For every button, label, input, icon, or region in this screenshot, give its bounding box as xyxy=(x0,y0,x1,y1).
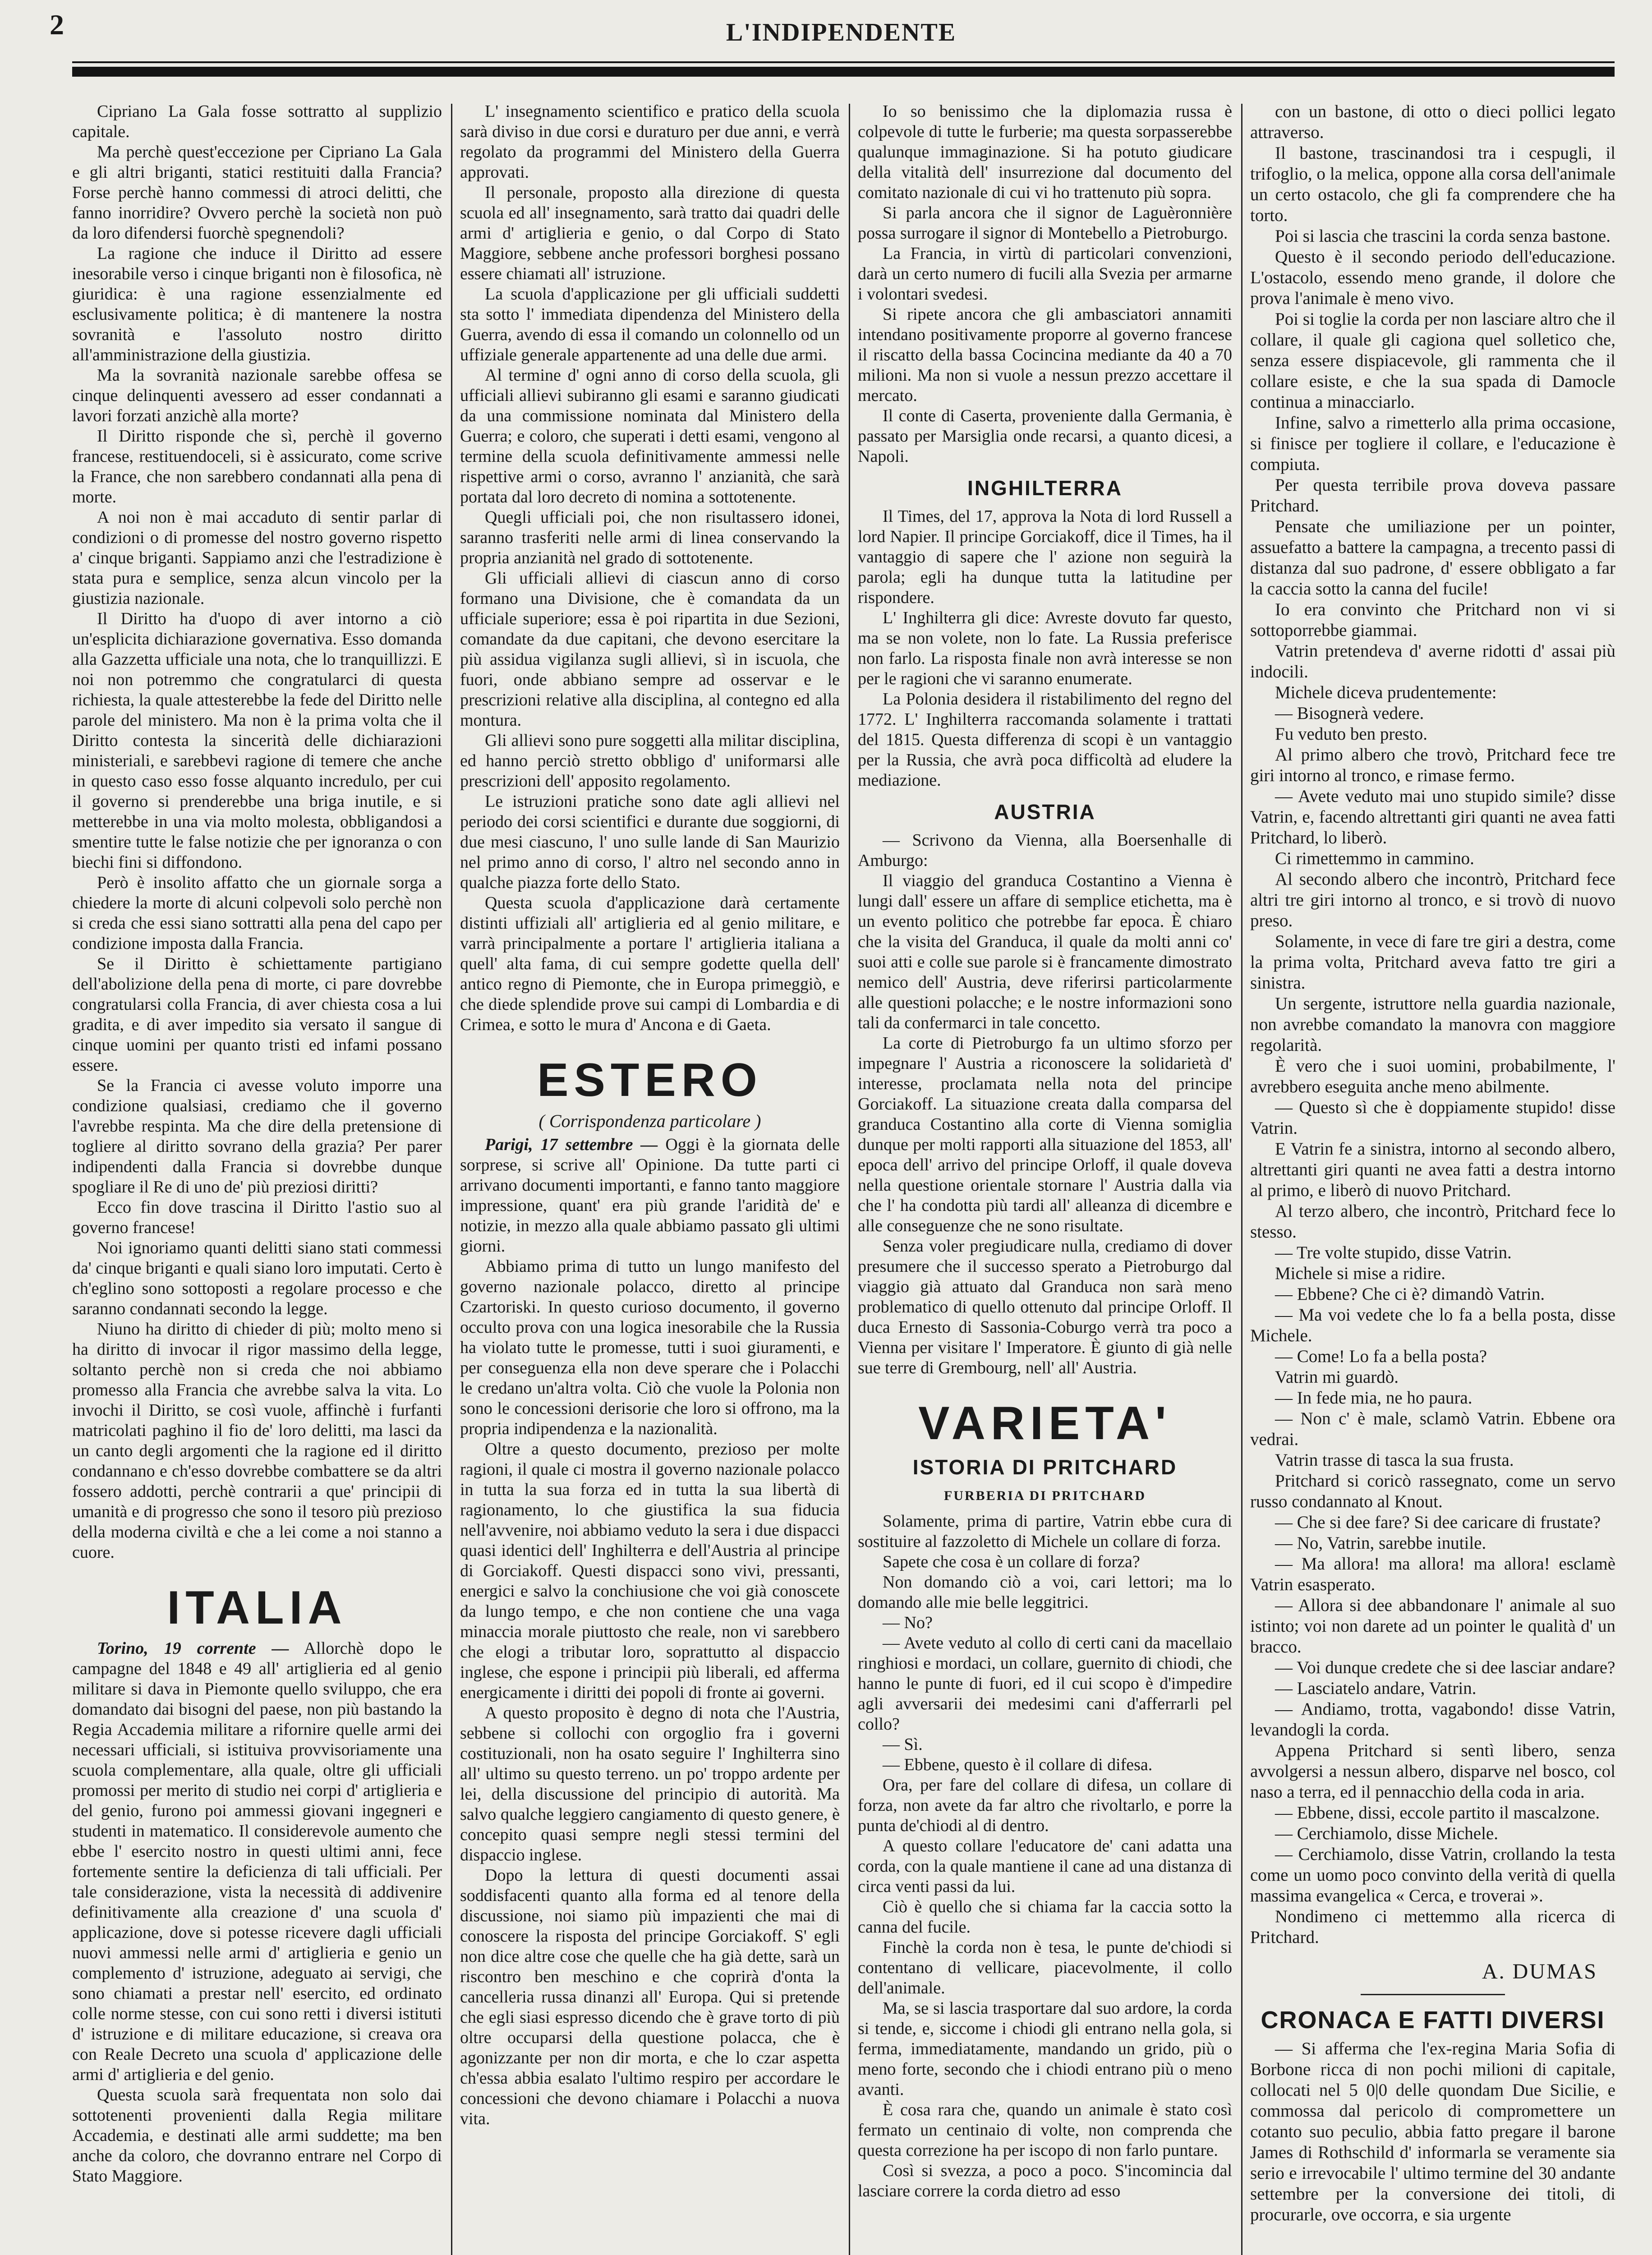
article-paragraph: Ecco fin dove trascina il Diritto l'astio suo al governo francese! xyxy=(72,1198,442,1237)
varieta-paragraph: — No? xyxy=(883,1613,933,1632)
estero-paragraph: Abbiamo prima di tutto un lungo manifesto del governo nazionale polacco, diretto al principe Czartoriski. In questo curioso documento, il governo occulto prova con una logica inesorabile che la Russia ha violato tutte le promesse, tutti i suoi giuramenti, e per conseguenza ella non deve sperare che i Polacchi le credano un'altra volta. Ciò che vuole la Polonia non sono le concessioni derisorie che loro si offrono, ma la propria indipendenza e la nazionalità. xyxy=(460,1257,840,1438)
varieta-paragraph: Solamente, in vece di fare tre giri a destra, come la prima volta, Pritchard aveva fatto tre giri a sinistra. xyxy=(1250,932,1615,993)
newspaper-title: L'INDIPENDENTE xyxy=(726,18,957,46)
varieta-paragraph: — Come! Lo fa a bella posta? xyxy=(1275,1347,1487,1366)
article-paragraph: La scuola d'applicazione per gli ufficiali suddetti sta sotto l' immediata dipendenza del Ministero della Guerra, avendo di essa il comando un colonnello od un uffiziale generale appartenente ad una delle due armi. xyxy=(460,285,840,364)
column-3 xyxy=(858,101,1232,2201)
varieta-paragraph: A questo collare l'educatore de' cani adatta una corda, con la quale mantiene il cane ad una distanza di circa venti passi da lui. xyxy=(858,1836,1232,1896)
article-paragraph: Se il Diritto è schiettamente partigiano dell'abolizione della pena di morte, ci pare dovrebbe congratularsi colla Francia, di aver chiesta cosa a lui gradita, e di aver impedito sia versato il sangue di cinque uomini per quanto tristi ed infami possano essere. xyxy=(72,954,442,1075)
article-paragraph: Il conte di Caserta, proveniente dalla Germania, è passato per Marsiglia onde recarsi, a quanto dicesi, a Napoli. xyxy=(858,406,1232,466)
article-paragraph: L' insegnamento scientifico e pratico della scuola sarà diviso in due corsi e duraturo per due anni, e verrà regolato da programmi del Ministero della Guerra approvati. xyxy=(460,102,840,182)
varieta-paragraph: Io era convinto che Pritchard non vi si sottoporrebbe giammai. xyxy=(1250,600,1615,640)
varieta-paragraphs xyxy=(858,1511,1232,2201)
varieta-paragraph: — Cerchiamolo, disse Vatrin, crollando la testa come un uomo poco convinto della verità di quella massima evangelica « Cerca, e troverai ». xyxy=(1250,1845,1615,1905)
varieta-subheading: ISTORIA DI PRITCHARD xyxy=(912,1455,1178,1479)
varieta-paragraph: Appena Pritchard si sentì libero, senza avvolgersi a nessun albero, disparve nel bosco, col naso a terra, ed il pennacchio della coda in aria. xyxy=(1250,1741,1615,1802)
varieta-paragraph: — Avete veduto mai uno stupido simile? disse Vatrin, e, facendo altrettanti giri quanti ne avea fatti Pritchard, lo liberò. xyxy=(1250,787,1615,847)
section-heading-cronaca: CRONACA E FATTI DIVERSI xyxy=(1261,2006,1605,2034)
italia-article xyxy=(72,1638,442,2085)
varieta-paragraph: — Ma voi vedete che lo fa a bella posta, disse Michele. xyxy=(1250,1305,1615,1345)
section-heading-estero: ESTERO xyxy=(537,1054,763,1106)
austria-paragraph: La corte di Pietroburgo fa un ultimo sforzo per impegnare l' Austria a riconoscere la solidarietà d' interesse, proclamata nella nota del principe Gorciakoff. La situazione creata dalla comparsa del granduca Costantino alla corte di Vienna somiglia dunque per molti rapporti alla situazione del 1853, all' epoca dell' arrivo del principe Orloff, il quale doveva nella questione orientale stornare l' Austria dalla via che l' ha condotta più tardi all' alleanza di dicembre e alle conseguenze che ne sono risultate. xyxy=(858,1034,1232,1235)
varieta-paragraph: Al secondo albero che incontrò, Pritchard fece altri tre giri intorno al tronco, e si trovò di nuovo preso. xyxy=(1250,870,1615,930)
estero-paragraph: A questo proposito è degno di nota che l'Austria, sebbene si collochi con orgoglio fra i governi costituzionali, non ha osato seguire l' Inghilterra sino all' ultimo su questo terreno. un po' troppo ardente per lei, della discussione del principio di autorità. Ma salvo qualche leggiero cangiamento di questo genere, è concepito quasi sempre negli stessi termini del dispaccio inglese. xyxy=(460,1703,840,1864)
column-divider-3 xyxy=(1241,104,1242,2255)
varieta-paragraph: Infine, salvo a rimetterlo alla prima occasione, si finisce per togliere il collare, e l'educazione è compiuta. xyxy=(1250,413,1615,474)
column-2 xyxy=(460,101,840,2129)
inghilterra-paragraph: L' Inghilterra gli dice: Avreste dovuto far questo, ma se non volete, non lo fate. La Russia preferisce non farlo. La risposta finale non avrà interesse se non per le ragioni che vi saranno enumerate. xyxy=(858,608,1232,688)
article-paragraph: La Francia, in virtù di particolari convenzioni, darà un certo numero di fucili alla Svezia per armarne i volontari svedesi. xyxy=(858,244,1232,304)
varieta-paragraph: — Cerchiamolo, disse Michele. xyxy=(1275,1824,1498,1843)
section-heading-austria: AUSTRIA xyxy=(994,800,1096,824)
article-paragraph: Ma perchè quest'eccezione per Cipriano La Gala e gli altri briganti, statici restituiti dalla Francia? Forse perchè hanno commessi di atroci delitti, che fanno inorridire? Ovvero perchè la società non può da loro difendersi fuorchè spegnendoli? xyxy=(72,143,442,243)
varieta-paragraph: — Andiamo, trotta, vagabondo! disse Vatrin, levandogli la corda. xyxy=(1250,1699,1615,1740)
estero-article xyxy=(460,1135,840,1256)
estero-paragraph: Oltre a questo documento, prezioso per molte ragioni, il quale ci mostra il governo nazionale polacco in tutta la sua forza ed in tutta la sua libertà di ragionamento, lo che giustifica la sua fiducia nell'avvenire, noi abbiamo veduto la sera i due dispacci quasi identici dell' Inghilterra e dell'Austria al principe di Gorciakoff. Questi dispacci sono vivi, pressanti, energici e salvo la conchiusione che voi già conoscete da lungo tempo, e che non contiene che una vaga minaccia morale piuttosto che reale, non vi sarebbero che elogi a tributar loro, soprattutto al dispaccio inglese, che espone i principii più liberali, ed afferma energicamente i diritti dei popoli di fronte ai governi. xyxy=(460,1440,840,1702)
article-paragraph: Gli allievi sono pure soggetti alla militar disciplina, ed hanno perciò stretto obbligo d' uniformarsi alle prescrizioni dell' apposito regolamento. xyxy=(460,731,840,791)
varieta-paragraph: Solamente, prima di partire, Vatrin ebbe cura di sostituire al fazzoletto di Michele un collare di forza. xyxy=(858,1512,1232,1551)
varieta-paragraph: — Non c' è male, sclamò Vatrin. Ebbene ora vedrai. xyxy=(1250,1409,1615,1449)
column-1-paragraphs xyxy=(72,101,442,1563)
varieta-paragraph: — Sì. xyxy=(883,1735,923,1754)
estero-paragraphs xyxy=(460,1256,840,2129)
austria-paragraph: Il viaggio del granduca Costantino a Vienna è lungi dall' essere un affare di semplice etichetta, ma è un evento politico che potrebbe far epoca. È chiaro che la visita del Granduca, il quale da molti anni co' suoi atti e colle sue parole si è francamente dimostrato nemico dell' Austria, deve riferirsi particolarmente alle questioni polacche; e le nostre informazioni sono tali da confermarci in tale concetto. xyxy=(858,871,1232,1032)
cronaca-paragraph: — Si afferma che l'ex-regina Maria Sofia di Borbone ricca di non pochi milioni di capitale, collocati nel 5 0|0 delle quondam Due Sicilie, e commossa dal pericolo di compromettere un cotanto suo peculio, abbia fatto pregare il barone James di Rothschild d' informarla se veramente sia serio e irrevocabile l' ultimo termine del 30 andante settembre per la conversione dei titoli, di procurarle, ove occorra, e sia urgente xyxy=(1250,2039,1615,2224)
varieta-paragraph: Nondimeno ci mettemmo alla ricerca di Pritchard. xyxy=(1250,1907,1615,1947)
varieta-paragraph: — Voi dunque credete che si dee lasciar andare? xyxy=(1275,1658,1615,1677)
varieta-paragraph: Fu veduto ben presto. xyxy=(1275,724,1427,744)
varieta-paragraph: Al primo albero che trovò, Pritchard fece tre giri intorno al tronco, e rimase fermo. xyxy=(1250,745,1615,785)
article-paragraph: Il Diritto ha d'uopo di aver intorno a ciò un'esplicita dichiarazione governativa. Esso domanda alla Gazzetta ufficiale una nota, che lo tranquillizzi. E noi non potremmo che congratularci di questa richiesta, la quale attesterebbe la fede del Diritto nelle parole del ministero. Ma non è la prima volta che il Diritto contesta la sincerità delle dichiarazioni ministeriali, e sarebbevi ragione di temere che anche in questo caso esso fosse alquanto incredulo, per cui il governo si prenderebbe una briga inutile, e si metterebbe in una via molto molesta, obbligandosi a smentire tutte le false notizie che per ignoranza o con biechi fini si diffondono. xyxy=(72,609,442,872)
varieta-paragraph: E Vatrin fe a sinistra, intorno al secondo albero, altrettanti giri quanti ne avea fatti a destra intorno al primo, e liberò di nuovo Pritchard. xyxy=(1250,1139,1615,1200)
varieta-paragraph: Al terzo albero, che incontrò, Pritchard fece lo stesso. xyxy=(1250,1201,1615,1242)
varieta-paragraph: — Allora si dee abbandonare l' animale al suo istinto; voi non darete ad un pointer le qualità d' un bracco. xyxy=(1250,1596,1615,1657)
header-rule-thin xyxy=(72,61,1615,63)
varieta-paragraph: È cosa rara che, quando un animale è stato così fermato un centinaio di volte, non comprenda che questa correzione ha per iscopo di non farlo puntare. xyxy=(858,2100,1232,2160)
article-paragraph: Io so benissimo che la diplomazia russa è colpevole di tutte le furberie; ma questa sorpasserebbe qualunque immaginazione. Si ha potuto giudicare della vitalità dell' insurrezione dal documento del comitato nazionale di cui vi ho trattenuto più sopra. xyxy=(858,102,1232,202)
varieta-paragraph: — Ebbene, dissi, eccole partito il mascalzone. xyxy=(1275,1803,1600,1822)
article-paragraph: Gli ufficiali allievi di ciascun anno di corso formano una Divisione, che è comandata da un ufficiale superiore; essa è poi ripartita in due Sezioni, comandate da due capitani, che devono esercitare la più assidua vigilanza sugli allievi, sì in iscuola, che fuori, onde abbiano sempre ad osservar e le prescrizioni relative alla disciplina, al contegno ed alla montura. xyxy=(460,569,840,730)
article-paragraph: La ragione che induce il Diritto ad essere inesorabile verso i cinque briganti non è filosofica, nè giuridica: è una ragione essenzialmente ed esclusivamente politica; è di mantenere la nostra sovranità e l'assoluto nostro diritto all'amministrazione della giustizia. xyxy=(72,244,442,364)
column-2-paragraphs xyxy=(460,101,840,1035)
varieta-paragraph: — Lasciatelo andare, Vatrin. xyxy=(1275,1679,1477,1698)
article-paragraph: Cipriano La Gala fosse sottratto al supplizio capitale. xyxy=(72,102,442,141)
varieta-paragraph: È vero che i suoi uomini, probabilmente, l' avrebbero eseguita anche meno abilmente. xyxy=(1250,1056,1615,1096)
article-paragraph: Al termine d' ogni anno di corso della scuola, gli ufficiali allievi subiranno gli esami e saranno giudicati da una commissione nominata dal Ministero della Guerra; e coloro, che superati i detti esami, vengono al termine della scuola definitivamente ammessi nelle rispettive armi o corso, avranno l' anzianità, che sarà portata dal loro decreto di nomina a sottotenente. xyxy=(460,366,840,506)
estero-dateline: Parigi, 17 settembre — xyxy=(485,1135,658,1154)
section-heading-inghilterra: INGHILTERRA xyxy=(967,476,1123,500)
italia-paragraph-2: Questa scuola sarà frequentata non solo dai sottotenenti provenienti dalla Regia militare Accademia, e destinati alle armi suddette; ma ben anche da coloro, che dovranno entrare nel Corpo di Stato Maggiore. xyxy=(72,2085,442,2186)
varieta-paragraph: Così si svezza, a poco a poco. S'incomincia dal lasciare correre la corda dietro ad esso xyxy=(858,2161,1232,2200)
column-4-paragraphs xyxy=(1250,101,1615,1948)
section-divider xyxy=(1361,1994,1505,1995)
austria-paragraph: Senza voler pregiudicare nulla, crediamo di dover presumere che il successo sperato a Pietroburgo dal viaggio già attuato dal Granduca non sarà meno problematico di quello ottenuto dal principe Orloff. Il duca Ernesto di Sassonia-Coburgo verrà tra poco a Vienna per visitare l' Imperatore. È giunto di già nelle sue terre di Grembourg, nell' all' Austria. xyxy=(858,1237,1232,1377)
varieta-paragraph: Vatrin mi guardò. xyxy=(1275,1367,1399,1387)
article-paragraph: Ma la sovranità nazionale sarebbe offesa se cinque delinquenti avessero ad esser condannati a lavori forzati anzichè alla morte? xyxy=(72,366,442,425)
article-paragraph: A noi non è mai accaduto di sentir parlar di condizioni o di promesse del nostro governo rispetto a' cinque briganti. Sappiamo anzi che l'estradizione è stata pura e semplice, senza alcun vincolo per la giustizia nazionale. xyxy=(72,508,442,608)
varieta-paragraph: Un sergente, istruttore nella guardia nazionale, non avrebbe comandato la manovra con maggiore regolarità. xyxy=(1250,994,1615,1055)
varieta-paragraph: Per questa terribile prova doveva passare Pritchard. xyxy=(1250,475,1615,515)
article-paragraph: Quegli ufficiali poi, che non risultassero idonei, saranno trasferiti nelle armi di linea conservando la propria anzianità nel grado di sottotenente. xyxy=(460,508,840,567)
column-divider-2 xyxy=(849,104,850,2255)
inghilterra-paragraph: La Polonia desidera il ristabilimento del regno del 1772. L' Inghilterra raccomanda solamente i trattati del 1815. Questa differenza di scopi è un vantaggio per la Russia, che avrà poca difficoltà ad eludere la mediazione. xyxy=(858,690,1232,790)
article-paragraph: Se la Francia ci avesse voluto imporre una condizione qualsiasi, crediamo che il governo l'avrebbe respinta. Ma che dire della pretensione di togliere al diritto sovrano della grazia? Per parer indipendenti dalla Francia si dovrebbe dunque spogliare il Re di uno de' più preziosi diritti? xyxy=(72,1076,442,1197)
italia-paragraph-1: Allorchè dopo le campagne del 1848 e 49 all' artiglieria ed al genio militare si dava in Piemonte quello sviluppo, che era domandato dai bisogni del paese, non più bastando la Regia Accademia militare a rifornire quelle armi dei necessari ufficiali, si istituiva provvisoriamente una scuola complementare, alla quale, oltre gli ufficiali promossi per merito di studio nei corpi d' artiglieria e del genio, furono poi ammessi giovani ingegneri e studenti in matematico. Il considerevole aumento che ebbe l' esercito nostro in questi ultimi anni, fece fortemente sentire la deficienza di tali ufficiali. Per tale considerazione, vista la necessità di addivenire definitivamente alla creazione d' una scuola d' applicazione, dove si potesse ricevere dagli ufficiali nuovi ammessi nelle armi d' artiglieria e genio un complemento d' istruzione, adeguato ai servigi, che sono chiamati a prestar nell' esercito, ed ordinato colle norme stesse, con cui sono retti i diversi istituti d' istruzione e di militare educazione, si creava ora con Reale Decreto una scuola d' applicazione delle armi d' artiglieria e del genio. xyxy=(72,1639,442,2084)
varieta-paragraph: — Che si dee fare? Si dee caricare di frustate? xyxy=(1275,1513,1601,1532)
article-paragraph: Il Diritto risponde che sì, perchè il governo francese, restituendoceli, si è assicurato, come scrive la France, che non sarebbero condannati alla pena di morte. xyxy=(72,427,442,506)
varieta-paragraph: Finchè la corda non è tesa, le punte de'chiodi si contentano di vellicare, piacevolmente, il collo dell'animale. xyxy=(858,1938,1232,1997)
section-heading-varieta: VARIETA' xyxy=(918,1397,1172,1450)
header-rule-thick xyxy=(72,67,1615,77)
varieta-paragraph: Ora, per fare del collare di difesa, un collare di forza, non avete da far altro che rivoltarlo, e porre la punta de'chiodi al di dentro. xyxy=(858,1776,1232,1835)
varieta-paragraph: Vatrin pretendeva d' averne ridotti d' assai più indocili. xyxy=(1250,641,1615,681)
estero-subheading: ( Corrispondenza particolare ) xyxy=(538,1111,761,1131)
varieta-paragraph: Il bastone, trascinandosi tra i cespugli, il trifoglio, o la melica, oppone alla corsa dell'animale un certo ostacolo, che gli fa comprendere che ha torto. xyxy=(1250,143,1615,225)
inghilterra-paragraph: Il Times, del 17, approva la Nota di lord Russell a lord Napier. Il principe Gorciakoff, dice il Times, ha il vantaggio di sapere che l' azione non seguirà la parola; egli ha dunque tutta la latitudine per rispondere. xyxy=(858,507,1232,607)
cronaca-paragraphs xyxy=(1250,2039,1615,2225)
varieta-paragraph: — Ebbene? Che ci è? dimandò Vatrin. xyxy=(1275,1284,1545,1304)
article-paragraph: Però è insolito affatto che un giornale sorga a chiedere la morte di alcuni colpevoli solo perchè non si creda che essi siano sottratti alla pena del capo per condizione imposta dalla Francia. xyxy=(72,873,442,953)
varieta-paragraph: Sapete che cosa è un collare di forza? xyxy=(883,1552,1140,1571)
varieta-paragraph: — Ma allora! ma allora! ma allora! esclamè Vatrin esasperato. xyxy=(1250,1554,1615,1594)
masthead xyxy=(68,10,1615,46)
article-paragraph: Noi ignoriamo quanti delitti siano stati commessi da' cinque briganti e quali siano loro imputati. Certo è ch'eglino sono sottoposti a regolare processo e che saranno condannati secondo la legge. xyxy=(72,1238,442,1318)
column-divider-1 xyxy=(451,104,452,2255)
inghilterra-paragraphs xyxy=(858,506,1232,791)
varieta-paragraph: con un bastone, di otto o dieci pollici legato attraverso. xyxy=(1250,102,1615,142)
varieta-paragraph: Ma, se si lascia trasportare dal suo ardore, la corda si tende, e, siccome i chiodi gli entrano nella gola, si ferma, immediatamente, mandando un grido, più o meno forte, secondo che i chiodi entrano più o meno avanti. xyxy=(858,1999,1232,2099)
varieta-paragraph: — Questo sì che è doppiamente stupido! disse Vatrin. xyxy=(1250,1098,1615,1138)
estero-paragraph-1: Oggi è la giornata delle sorprese, si scrive all' Opinione. Da tutte parti ci arrivano documenti importanti, e fanno tanto maggiore impressione, quant' era più grande l'aridità de' e notizie, in mezzo alla quale abbiamo passato gli ultimi giorni. xyxy=(460,1135,840,1256)
column-4 xyxy=(1250,101,1615,2225)
author-signature: A. DUMAS xyxy=(1482,1960,1597,1983)
austria-paragraphs xyxy=(858,830,1232,1378)
varieta-chapter-title: FURBERIA DI PRITCHARD xyxy=(943,1488,1146,1503)
varieta-paragraph: Vatrin trasse di tasca la sua frusta. xyxy=(1275,1450,1514,1470)
varieta-paragraph: Questo è il secondo periodo dell'educazione. L'ostacolo, essendo meno grande, il dolore che prova l'animale è meno vivo. xyxy=(1250,247,1615,308)
varieta-paragraph: — No, Vatrin, sarebbe inutile. xyxy=(1275,1533,1486,1553)
varieta-paragraph: Pritchard si coricò rassegnato, come un servo russo condannato al Knout. xyxy=(1250,1471,1615,1511)
section-heading-italia: ITALIA xyxy=(167,1582,347,1634)
varieta-paragraph: Michele diceva prudentemente: xyxy=(1275,683,1497,702)
column-3-paragraphs xyxy=(858,101,1232,467)
austria-paragraph: — Scrivono da Vienna, alla Boersenhalle di Amburgo: xyxy=(858,831,1232,870)
article-paragraph: Le istruzioni pratiche sono date agli allievi nel periodo dei corsi scientifici e durante due soggiorni, di due mesi ciascuno, l' uno sulle lande di San Maurizio nel primo anno di corso, l' altro nel secondo anno in qualche piazza forte dello Stato. xyxy=(460,792,840,892)
article-paragraph: Niuno ha diritto di chieder di più; molto meno si ha diritto di invocar il rigor massimo della legge, soltanto perchè non si creda che noi abbiamo promesso alla Francia che avrebbe salva la vita. Lo invochi il Diritto, se così vuole, affinchè i furfanti matricolati paghino il fio de' loro delitti, ma lasci da un canto degli argomenti che la ragione ed il diritto condannano e ch'esso dovrebbe combattere se da altri fossero addotti, perchè contrarii a que' principii di umanità e di progresso che sono il tesoro più prezioso della moderna civiltà e che a lei come a noi stanno a cuore. xyxy=(72,1320,442,1562)
article-paragraph: Si parla ancora che il signor de Laguèronnière possa surrogare il signor di Montebello a Pietroburgo. xyxy=(858,203,1232,243)
article-paragraph: Questa scuola d'applicazione darà certamente distinti uffiziali all' artiglieria ed al genio militare, e varrà principalmente a portare l' artiglieria italiana a quell' alta fama, di cui sempre godette quella dell' antico regno di Piemonte, che in Europa primeggiò, e che diede splendide prove sui campi di Lombardia e di Crimea, e sotto le mura d' Ancona e di Gaeta. xyxy=(460,893,840,1034)
varieta-paragraph: — In fede mia, ne ho paura. xyxy=(1275,1388,1473,1408)
varieta-paragraph: Ci rimettemmo in cammino. xyxy=(1275,849,1474,868)
varieta-paragraph: Non domando ciò a voi, cari lettori; ma lo domando alle mie belle leggitrici. xyxy=(858,1573,1232,1612)
estero-paragraph: Dopo la lettura di questi documenti assai soddisfacenti quanto alla forma ed al tenore della discussione, noi siamo più impazienti che mai di conoscere la risposta del principe Gorciakoff. S' egli non dice altre cose che quelle che ha già dette, sarà un riscontro ben meschino e che coprirà d'onta la cancelleria russa dinanzi all' Europa. Qui si pretende che egli siasi espresso dicendo che è grave torto di più oltre occuparsi della questione polacca, che è agonizzante per non dir morta, e che lo czar aspetta ch'essa abbia esalato l'ultimo respiro per accordare le concessioni che devono chiamare i Polacchi a nuova vita. xyxy=(460,1866,840,2128)
varieta-paragraph: Poi si lascia che trascini la corda senza bastone. xyxy=(1275,226,1611,246)
varieta-paragraph: — Bisognerà vedere. xyxy=(1275,704,1424,723)
varieta-paragraph: Poi si toglie la corda per non lasciare altro che il collare, il quale gli cagiona quel solletico che, senza essere dispiacevole, gli rammenta che il collare esiste, e che la sua spada di Damocle continua a minacciarlo. xyxy=(1250,309,1615,412)
article-paragraph: Il personale, proposto alla direzione di questa scuola ed all' insegnamento, sarà tratto dai quadri delle armi d' artiglieria e genio, o dal Corpo di Stato Maggiore, sebbene anche professori borghesi possano essere chiamati all' istruzione. xyxy=(460,183,840,283)
article-paragraph: Si ripete ancora che gli ambasciatori annamiti intendano positivamente proporre al governo francese il riscatto della bassa Cocincina mediante da 40 a 70 milioni. Ma non si vuole a nessun prezzo accettare il mercato. xyxy=(858,305,1232,405)
varieta-paragraph: — Avete veduto al collo di certi cani da macellaio ringhiosi e mordaci, un collare, guernito di chiodi, che hanno le punte di fuori, ed il cui scopo è d'impedire agli avversarii dei medesimi cani d'afferrarli pel collo? xyxy=(858,1634,1232,1734)
varieta-paragraph: Michele si mise a ridire. xyxy=(1275,1264,1445,1283)
column-1 xyxy=(72,101,442,2186)
page-number: 2 xyxy=(50,9,64,41)
varieta-paragraph: — Tre volte stupido, disse Vatrin. xyxy=(1275,1243,1512,1262)
varieta-paragraph: Ciò è quello che si chiama far la caccia sotto la canna del fucile. xyxy=(858,1897,1232,1937)
varieta-paragraph: — Ebbene, questo è il collare di difesa. xyxy=(883,1755,1153,1774)
varieta-paragraph: Pensate che umiliazione per un pointer, assuefatto a battere la campagna, a trecento passi di distanza dal suo padrone, d' essere obbligato a far la caccia sotto la canna del fucile! xyxy=(1250,517,1615,598)
italia-dateline: Torino, 19 corrente — xyxy=(97,1639,289,1658)
